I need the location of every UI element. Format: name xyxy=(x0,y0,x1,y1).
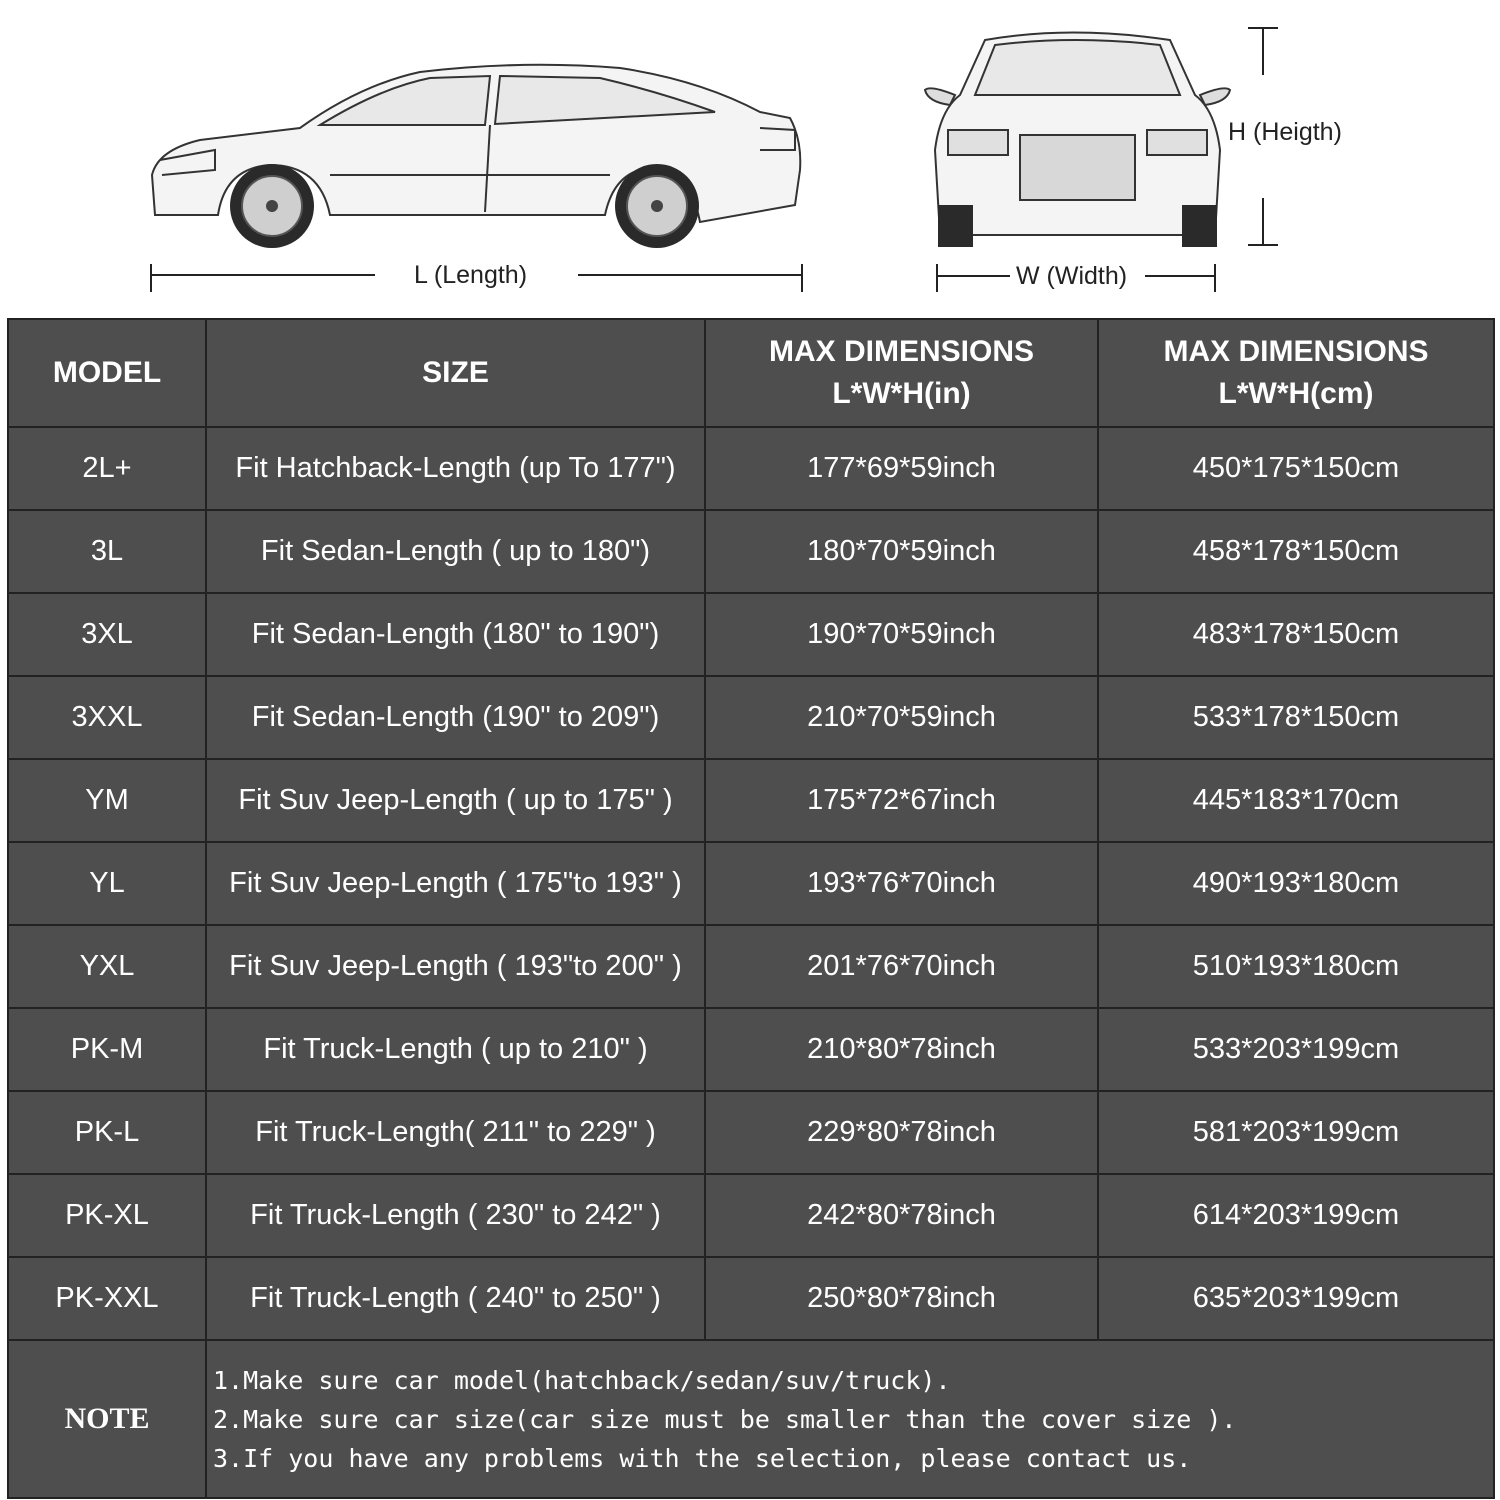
dim-in-cell: 229*80*78inch xyxy=(705,1091,1098,1174)
size-cell: Fit Suv Jeep-Length ( up to 175" ) xyxy=(206,759,705,842)
model-cell: YL xyxy=(8,842,206,925)
table-row xyxy=(8,676,1494,759)
length-label: L (Length) xyxy=(410,260,531,290)
table-row xyxy=(8,510,1494,593)
model-cell: PK-XL xyxy=(8,1174,206,1257)
model-cell: 3XXL xyxy=(8,676,206,759)
dim-in-cell: 250*80*78inch xyxy=(705,1257,1098,1340)
table-row xyxy=(8,759,1494,842)
model-cell: PK-XXL xyxy=(8,1257,206,1340)
size-cell: Fit Sedan-Length (180" to 190") xyxy=(206,593,705,676)
dim-in-cell: 177*69*59inch xyxy=(705,427,1098,510)
size-chart-table xyxy=(7,318,1495,1499)
header-in-line2: L*W*H(in) xyxy=(832,377,971,410)
size-cell: Fit Hatchback-Length (up To 177") xyxy=(206,427,705,510)
dim-cm-cell: 533*178*150cm xyxy=(1098,676,1494,759)
dim-in-cell: 190*70*59inch xyxy=(705,593,1098,676)
note-line-3: 3.If you have any problems with the selection, please contact us. xyxy=(213,1443,1192,1473)
table-row xyxy=(8,842,1494,925)
car-front-view xyxy=(925,33,1230,236)
height-label: H (Heigth) xyxy=(1224,117,1346,147)
dim-in-cell: 180*70*59inch xyxy=(705,510,1098,593)
dim-cm-cell: 581*203*199cm xyxy=(1098,1091,1494,1174)
model-cell: PK-M xyxy=(8,1008,206,1091)
table-row xyxy=(8,427,1494,510)
size-cell: Fit Truck-Length( 211" to 229" ) xyxy=(206,1091,705,1174)
front-tire-right xyxy=(1182,205,1217,247)
header-size: SIZE xyxy=(206,319,705,427)
header-cm-line2: L*W*H(cm) xyxy=(1218,377,1374,410)
table-row xyxy=(8,593,1494,676)
dim-cm-cell: 450*175*150cm xyxy=(1098,427,1494,510)
header-cm-line1: MAX DIMENSIONS xyxy=(1163,335,1429,368)
dim-cm-cell: 635*203*199cm xyxy=(1098,1257,1494,1340)
dim-cm-cell: 533*203*199cm xyxy=(1098,1008,1494,1091)
dim-cm-cell: 510*193*180cm xyxy=(1098,925,1494,1008)
dim-in-cell: 175*72*67inch xyxy=(705,759,1098,842)
note-line-1: 1.Make sure car model(hatchback/sedan/suv/truck). xyxy=(213,1365,951,1395)
dim-in-cell: 210*80*78inch xyxy=(705,1008,1098,1091)
note-line-2: 2.Make sure car size(car size must be smaller than the cover size ). xyxy=(213,1404,1237,1434)
dim-cm-cell: 490*193*180cm xyxy=(1098,842,1494,925)
dim-cm-cell: 445*183*170cm xyxy=(1098,759,1494,842)
table-row xyxy=(8,1174,1494,1257)
dim-cm-cell: 614*203*199cm xyxy=(1098,1174,1494,1257)
note-content xyxy=(206,1340,1494,1498)
table-row xyxy=(8,1008,1494,1091)
note-label: NOTE xyxy=(8,1340,206,1498)
table-row xyxy=(8,1091,1494,1174)
model-cell: 3XL xyxy=(8,593,206,676)
car-side-wheel-rear xyxy=(615,164,699,248)
car-side-wheel-front xyxy=(230,164,314,248)
car-illustrations xyxy=(0,0,1500,318)
model-cell: 3L xyxy=(8,510,206,593)
size-cell: Fit Truck-Length ( 230" to 242" ) xyxy=(206,1174,705,1257)
model-cell: YXL xyxy=(8,925,206,1008)
header-in-line1: MAX DIMENSIONS xyxy=(768,335,1035,368)
size-cell: Fit Sedan-Length ( up to 180") xyxy=(206,510,705,593)
model-cell: PK-L xyxy=(8,1091,206,1174)
header-max-dimensions-cm xyxy=(1098,319,1494,427)
size-cell: Fit Truck-Length ( 240" to 250" ) xyxy=(206,1257,705,1340)
model-cell: YM xyxy=(8,759,206,842)
header-max-dimensions-in xyxy=(705,319,1098,427)
dim-cm-cell: 483*178*150cm xyxy=(1098,593,1494,676)
size-cell: Fit Truck-Length ( up to 210" ) xyxy=(206,1008,705,1091)
car-dimension-diagram xyxy=(0,0,1500,318)
dim-cm-cell: 458*178*150cm xyxy=(1098,510,1494,593)
size-cell: Fit Suv Jeep-Length ( 193"to 200" ) xyxy=(206,925,705,1008)
size-cell: Fit Suv Jeep-Length ( 175"to 193" ) xyxy=(206,842,705,925)
header-model: MODEL xyxy=(8,319,206,427)
table-header-row xyxy=(8,319,1494,427)
dim-in-cell: 201*76*70inch xyxy=(705,925,1098,1008)
dim-in-cell: 242*80*78inch xyxy=(705,1174,1098,1257)
model-cell: 2L+ xyxy=(8,427,206,510)
note-row xyxy=(8,1340,1494,1498)
width-label: W (Width) xyxy=(1012,261,1131,291)
dim-in-cell: 193*76*70inch xyxy=(705,842,1098,925)
table-row xyxy=(8,925,1494,1008)
size-cell: Fit Sedan-Length (190" to 209") xyxy=(206,676,705,759)
dim-in-cell: 210*70*59inch xyxy=(705,676,1098,759)
front-tire-left xyxy=(938,205,973,247)
table-row xyxy=(8,1257,1494,1340)
